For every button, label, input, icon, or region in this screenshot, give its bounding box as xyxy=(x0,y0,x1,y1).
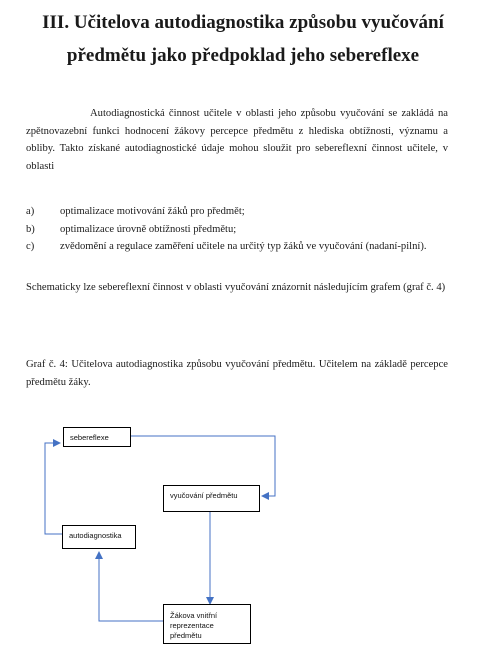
box-autodiagnostika-label: autodiagnostika xyxy=(69,531,122,540)
list-item-text: zvědomění a regulace zaměření učitele na určitý typ žáků ve vyučování (nadaní-pilní). xyxy=(60,241,427,252)
list-item-letter: b) xyxy=(26,223,35,235)
list-item-letter: c) xyxy=(26,241,35,252)
page-title-line-2: předmětu jako předpoklad jeho sebereflexe xyxy=(66,45,420,66)
list-item-text: optimalizace motivování žáků pro předmět; xyxy=(60,206,245,217)
figure-caption: Graf č. 4: Učitelova autodiagnostika způsobu vyučování předmětu. Učitelem na základě percepce předmětu žáky. xyxy=(26,359,448,388)
objectives-list xyxy=(26,203,466,256)
page-title-line-1: III. Učitelova autodiagnostika způsobu vyučování xyxy=(42,12,444,33)
arrow-zakova-to-autodiagnostika xyxy=(99,552,163,621)
box-zakova-label: Žákova vnitřní reprezentace předmětu xyxy=(170,611,218,640)
box-sebereflexe-label: sebereflexe xyxy=(70,433,109,442)
box-autodiagnostika xyxy=(62,525,136,549)
list-item xyxy=(26,238,466,256)
box-vyucovani-predmetu xyxy=(163,485,260,512)
list-item-letter: a) xyxy=(26,206,35,217)
box-sebereflexe xyxy=(63,427,131,447)
schema-paragraph: Schematicky lze sebereflexní činnost v oblasti vyučování znázornit následujícím grafem (graf č. 4) xyxy=(26,282,446,293)
intro-paragraph: Autodiagnostická činnost učitele v oblasti jeho způsobu vyučování se zakládá na zpětnovazební funkci hodnocení žákovy percepce předmětu z hlediska obtížnosti, významu a obliby. Takto získané autodiagnostické údaje mohou sloužit pro sebereflexní činnost učitele, v oblasti xyxy=(26,108,448,172)
list-item xyxy=(26,221,466,239)
box-vyucovani-label: vyučování předmětu xyxy=(170,491,238,500)
arrow-autodiagnostika-to-sebereflexe xyxy=(45,443,62,534)
list-item xyxy=(26,203,466,221)
box-zakova-reprezentace xyxy=(163,604,251,644)
list-item-text: optimalizace úrovně obtížnosti předmětu; xyxy=(60,223,237,235)
